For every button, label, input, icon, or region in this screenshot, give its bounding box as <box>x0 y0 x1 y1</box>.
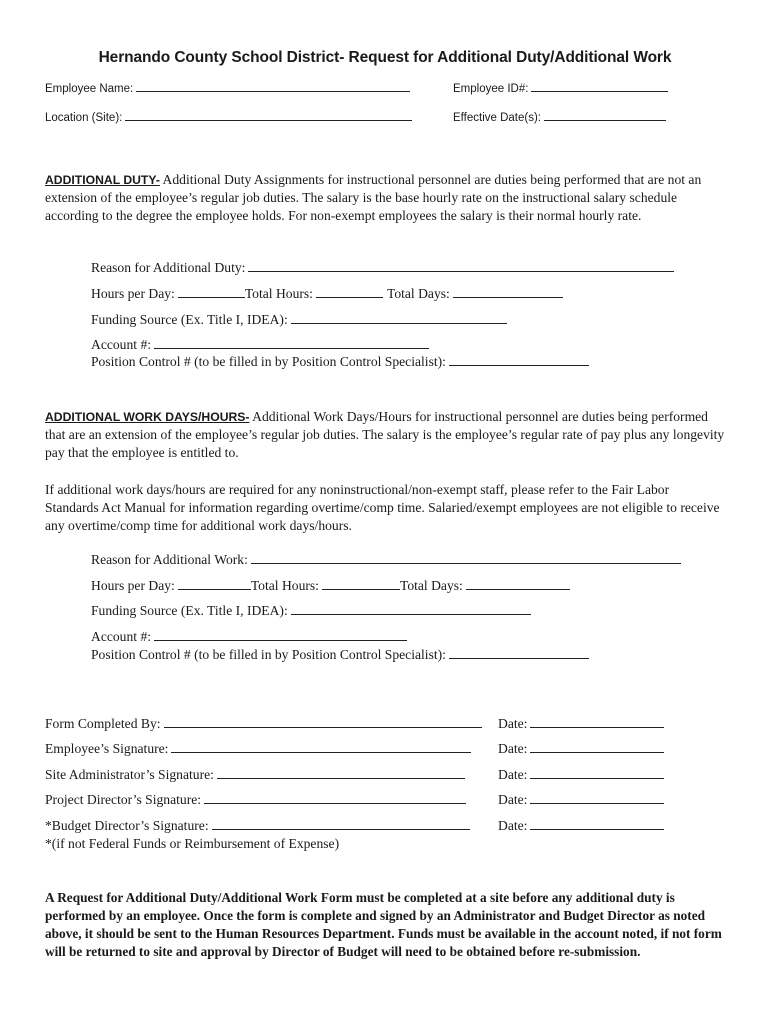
work-total-hours-label: Total Hours: <box>250 578 319 593</box>
work-position-control-field[interactable] <box>91 647 589 663</box>
effective-dates-line[interactable] <box>544 119 666 121</box>
signature-row[interactable] <box>45 792 466 808</box>
signature-label: Form Completed By: <box>45 716 161 731</box>
employee-id-line[interactable] <box>531 90 668 92</box>
work-hours-per-day-label: Hours per Day: <box>91 578 175 593</box>
work-account-label: Account #: <box>91 629 152 644</box>
duty-funding-field[interactable] <box>91 312 507 328</box>
duty-funding-line[interactable] <box>291 322 507 324</box>
work-reason-line[interactable] <box>251 562 681 564</box>
signature-row[interactable] <box>45 818 470 834</box>
duty-account-label: Account #: <box>91 337 152 352</box>
duty-reason-field[interactable] <box>91 260 674 276</box>
signature-row[interactable] <box>45 716 482 732</box>
work-funding-label: Funding Source (Ex. Title I, IDEA): <box>91 603 288 618</box>
additional-work-heading: ADDITIONAL WORK DAYS/HOURS- <box>45 410 250 424</box>
work-total-days-label: Total Days: <box>399 578 463 593</box>
work-account-line[interactable] <box>154 639 407 641</box>
effective-dates-label: Effective Date(s): <box>453 112 541 124</box>
duty-hours-per-day-line[interactable] <box>178 296 245 298</box>
work-reason-label: Reason for Additional Work: <box>91 552 248 567</box>
date-label: Date: <box>498 741 528 756</box>
signature-label: Project Director’s Signature: <box>45 792 202 807</box>
date-label: Date: <box>498 716 528 731</box>
duty-position-control-line[interactable] <box>449 364 589 366</box>
date-field[interactable] <box>498 767 664 783</box>
date-field[interactable] <box>498 741 664 757</box>
date-label: Date: <box>498 767 528 782</box>
duty-total-hours-label: Total Hours: <box>244 286 313 301</box>
work-funding-line[interactable] <box>291 613 531 615</box>
location-field[interactable] <box>45 112 412 124</box>
work-position-control-line[interactable] <box>449 657 589 659</box>
signature-row[interactable] <box>45 741 471 757</box>
employee-name-field[interactable] <box>45 83 410 95</box>
duty-account-line[interactable] <box>154 347 429 349</box>
date-label: Date: <box>498 792 528 807</box>
signature-footnote: *(if not Federal Funds or Reimbursement of Expense) <box>45 836 340 851</box>
duty-hours-row <box>91 286 563 302</box>
signature-line[interactable] <box>171 751 471 753</box>
date-line[interactable] <box>530 802 664 804</box>
additional-work-note: If additional work days/hours are required for any noninstructional/non-exempt staff, please refer to the Fair Labor Standards Act Manual for information regarding overtime/comp time. Salaried/exempt employees are not eligible to receive any overtime/comp time for additional work days/hours. <box>45 482 720 533</box>
duty-position-control-field[interactable] <box>91 354 589 370</box>
signature-line[interactable] <box>204 802 466 804</box>
duty-total-days-line[interactable] <box>453 296 563 298</box>
signature-label: *Budget Director’s Signature: <box>45 818 209 833</box>
duty-total-days-label: Total Days: <box>386 286 450 301</box>
duty-account-field[interactable] <box>91 337 429 353</box>
date-label: Date: <box>498 818 528 833</box>
location-label: Location (Site): <box>45 112 123 124</box>
duty-position-control-label: Position Control # (to be filled in by Position Control Specialist): <box>91 354 446 369</box>
additional-duty-description <box>45 171 725 225</box>
employee-id-label: Employee ID#: <box>453 83 529 95</box>
signature-label: Employee’s Signature: <box>45 741 169 756</box>
work-hours-row <box>91 578 570 594</box>
duty-funding-label: Funding Source (Ex. Title I, IDEA): <box>91 312 288 327</box>
signature-line[interactable] <box>212 828 470 830</box>
signature-line[interactable] <box>217 777 465 779</box>
date-line[interactable] <box>530 726 664 728</box>
signature-label: Site Administrator’s Signature: <box>45 767 214 782</box>
date-line[interactable] <box>530 828 664 830</box>
effective-dates-field[interactable] <box>453 112 666 124</box>
signature-row[interactable] <box>45 767 465 783</box>
employee-id-field[interactable] <box>453 83 668 95</box>
employee-name-label: Employee Name: <box>45 83 134 95</box>
duty-total-hours-line[interactable] <box>316 296 383 298</box>
duty-reason-label: Reason for Additional Duty: <box>91 260 246 275</box>
work-total-days-line[interactable] <box>466 588 570 590</box>
signature-line[interactable] <box>164 726 482 728</box>
date-field[interactable] <box>498 818 664 834</box>
duty-hours-per-day-label: Hours per Day: <box>91 286 175 301</box>
location-line[interactable] <box>125 119 412 121</box>
work-position-control-label: Position Control # (to be filled in by Position Control Specialist): <box>91 647 446 662</box>
submission-note: A Request for Additional Duty/Additional Work Form must be completed at a site before any additional duty is performed by an employee. Once the form is complete and signed by an Administrator and Budget Director as noted above, it should be sent to the Human Resources Department. Funds must be available in the account noted, if not form will be returned to site and approval by Director of Budget will need to be obtained before re-submission. <box>45 890 722 959</box>
form-title: Hernando County School District- Request for Additional Duty/Additional Work <box>98 49 672 66</box>
date-line[interactable] <box>530 777 664 779</box>
work-hours-per-day-line[interactable] <box>178 588 251 590</box>
date-field[interactable] <box>498 716 664 732</box>
duty-reason-line[interactable] <box>248 270 674 272</box>
additional-work-description <box>45 408 725 462</box>
work-reason-field[interactable] <box>91 552 681 568</box>
additional-duty-text: Additional Duty Assignments for instructional personnel are duties being performed that are not an extension of the employee’s regular job duties. The salary is the base hourly rate on the instructional salary schedule according to the degree the employee holds. For non-exempt employees the salary is their normal hourly rate. <box>45 172 702 223</box>
additional-work-text: Additional Work Days/Hours for instructional personnel are duties being performed that are an extension of the employee’s regular job duties. The salary is the employee’s regular rate of pay plus any longevity pay that the employee is entitled to. <box>45 409 725 460</box>
work-total-hours-line[interactable] <box>322 588 400 590</box>
work-funding-field[interactable] <box>91 603 531 619</box>
date-field[interactable] <box>498 792 664 808</box>
date-line[interactable] <box>530 751 664 753</box>
additional-duty-heading: ADDITIONAL DUTY- <box>45 173 160 187</box>
employee-name-line[interactable] <box>136 90 410 92</box>
work-account-field[interactable] <box>91 629 407 645</box>
